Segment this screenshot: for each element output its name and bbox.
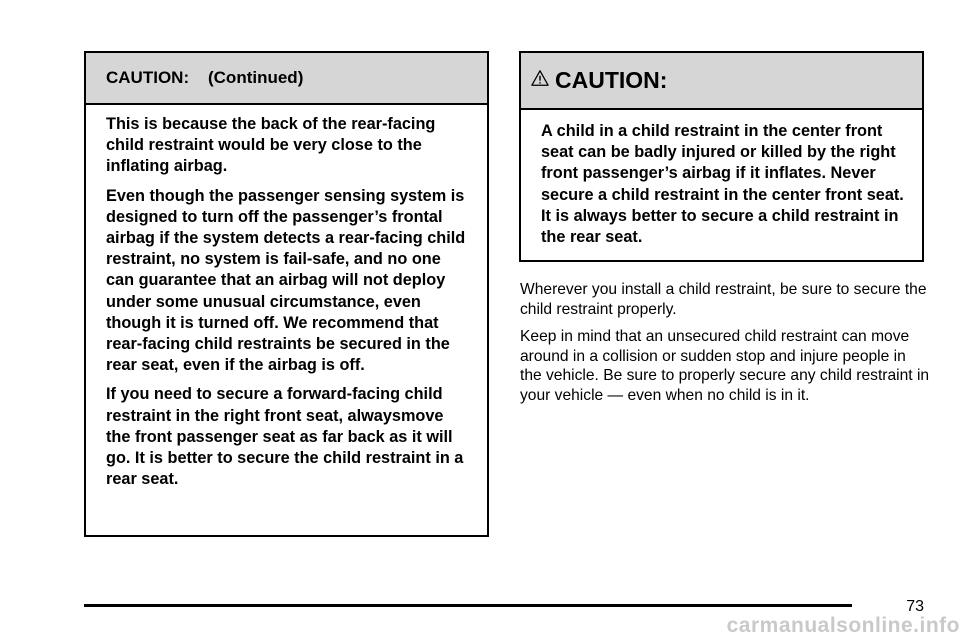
- body-paragraph: Wherever you install a child restraint, be sure to secure the child restraint properly.: [520, 281, 927, 318]
- caution-paragraph: This is because the back of the rear-facing child restraint would be very close to the inflating airbag.: [106, 115, 436, 176]
- body-paragraph: Keep in mind that an unsecured child restraint can move around in a collision or sudden stop and injure people in the vehicle. Be sure to properly secure any child restraint in your vehicle — even when no child is in it.: [520, 328, 930, 404]
- caution-box-continued: [84, 51, 489, 537]
- caution-title: CAUTION:: [555, 67, 668, 93]
- watermark: carmanualsonline.info: [726, 614, 960, 637]
- caution-paragraph: A child in a child restraint in the center front seat can be badly injured or killed by the right front passenger’s airbag if it inflates. Never secure a child restraint in the center front seat. It is always better to secure a child restraint in the rear seat.: [541, 122, 904, 247]
- caution-body: [521, 110, 922, 248]
- caution-body: [86, 105, 487, 490]
- caution-header: [86, 53, 487, 105]
- caution-title: CAUTION: (Continued): [106, 68, 304, 87]
- caution-header: [521, 53, 922, 110]
- footer-rule: [84, 604, 852, 607]
- caution-box: [519, 51, 924, 262]
- page-number: 73: [906, 598, 924, 615]
- warning-triangle-icon: [531, 69, 549, 87]
- caution-paragraph: If you need to secure a forward-facing child restraint in the right front seat, alwaysmove the front passenger seat as far back as it will go. It is better to secure the child restraint in a rear seat.: [106, 385, 464, 489]
- caution-paragraph: Even though the passenger sensing system is designed to turn off the passenger’s frontal airbag if the system detects a rear-facing child restraint, no system is fail-safe, and no one can guarantee that an airbag will not deploy under some unusual circumstance, even though it is turned off. We recommend that rear-facing child restraints be secured in the rear seat, even if the airbag is off.: [106, 186, 466, 375]
